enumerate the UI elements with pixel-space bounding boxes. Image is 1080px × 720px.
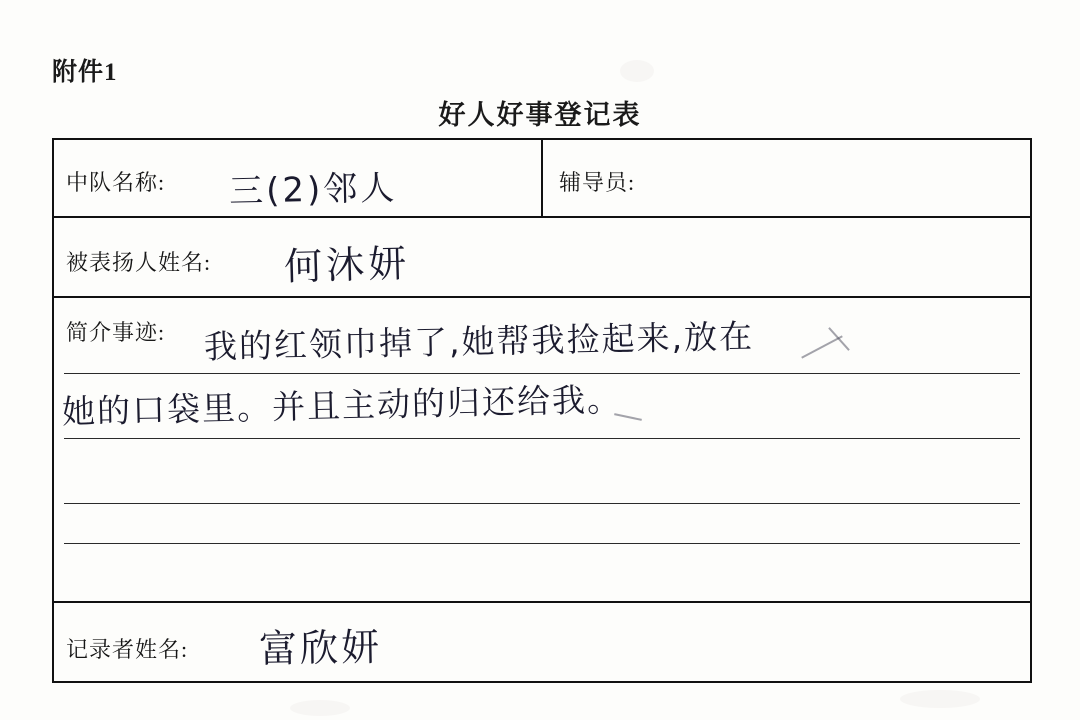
recorder-name-label: 记录者姓名: (66, 637, 189, 662)
attachment-label: 附件1 (52, 59, 118, 86)
ruled-line (64, 543, 1020, 544)
stray-pen-mark (828, 327, 850, 351)
ruled-line (64, 503, 1020, 504)
praised-name-value[interactable]: 何沐妍 (283, 241, 411, 289)
ruled-line (64, 438, 1020, 439)
registration-table (52, 138, 1032, 683)
scan-blotch (900, 690, 980, 708)
team-name-label: 中队名称: (66, 170, 166, 195)
deeds-text-line-2[interactable]: 她的口袋里。并且主动的归还给我。 (61, 379, 623, 432)
scan-blotch (290, 700, 350, 716)
table-row-recorder (54, 603, 1030, 683)
table-row-team (54, 140, 1030, 218)
recorder-name-value[interactable]: 富欣妍 (258, 624, 383, 672)
deeds-label: 简介事迹: (66, 320, 166, 345)
column-divider (541, 140, 543, 216)
page-title: 好人好事登记表 (438, 100, 642, 130)
table-row-praised-name (54, 218, 1030, 298)
team-name-value[interactable]: 三(2)邻人 (228, 168, 398, 212)
deeds-text-line-1[interactable]: 我的红领巾掉了,她帮我捡起来,放在 (203, 316, 755, 367)
table-row-deeds (54, 298, 1030, 603)
scan-blotch (620, 60, 654, 82)
praised-name-label: 被表扬人姓名: (66, 250, 212, 275)
ruled-line (64, 373, 1020, 374)
counselor-label: 辅导员: (559, 170, 636, 195)
